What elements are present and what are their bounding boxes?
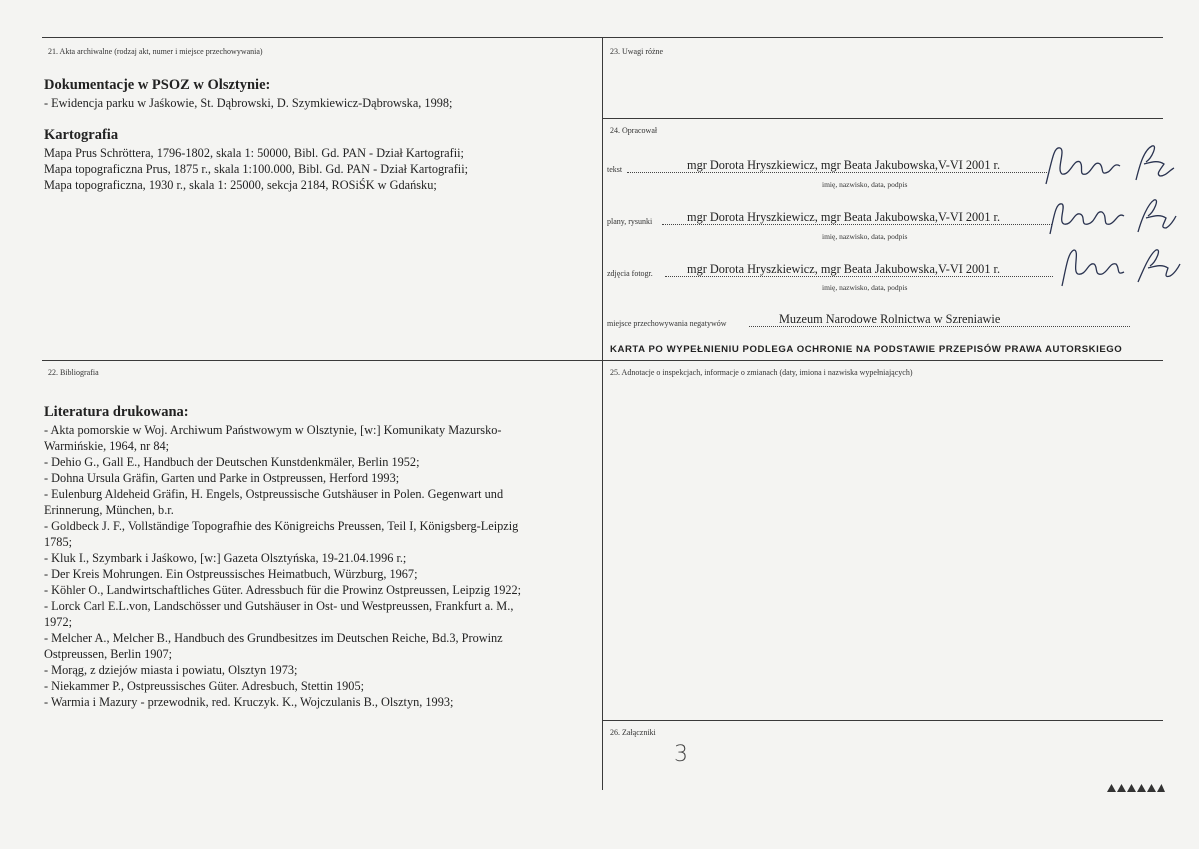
section-22-heading: Literatura drukowana: [44,404,189,420]
author-value: mgr Dorota Hryszkiewicz, mgr Beata Jakubowska,V-VI 2001 r. [687,262,1001,276]
section-21-heading-cartography: Kartografia [44,127,119,143]
signature-image [1040,192,1180,238]
list-item: Mapa topograficzna Prus, 1875 r., skala 1:100.000, Bibl. Gd. PAN - Dział Kartografii; [44,162,469,176]
stamp-marks [1107,782,1165,792]
section-24-label: 24. Opracował [610,126,658,135]
rule-25-26 [602,720,1163,721]
row-prefix: tekst [607,165,623,174]
copyright-notice: KARTA PO WYPEŁNIENIU PODLEGA OCHRONIE NA PODSTAWIE PRZEPISÓW PRAWA AUTORSKIEGO [610,344,1123,355]
row-prefix: plany, rysunki [607,217,653,226]
list-item: Erinnerung, München, b.r. [44,503,174,517]
list-item: - Der Kreis Mohrungen. Ein Ostpreussisches Heimatbuch, Würzburg, 1967; [44,567,418,581]
list-item: - Akta pomorskie w Woj. Archiwum Państwowym w Olsztynie, [w:] Komunikaty Mazursko- [44,423,502,437]
section-22-label: 22. Bibliografia [48,368,99,377]
prepared-photos-row [607,260,1127,280]
section-21-heading-documentation: Dokumentacje w PSOZ w Olsztynie: [44,77,271,93]
author-value: mgr Dorota Hryszkiewicz, mgr Beata Jakubowska,V-VI 2001 r. [687,158,1001,172]
list-item: Mapa Prus Schröttera, 1796-1802, skala 1: 50000, Bibl. Gd. PAN - Dział Kartografii; [44,146,464,160]
list-item: - Goldbeck J. F., Vollständige Topografhie des Königreichs Preussen, Teil I, Königsberg-Leipzig [44,519,519,533]
section-21-cartography-list [44,145,468,193]
list-item: - Morąg, z dziejów miasta i powiatu, Olsztyn 1973; [44,663,298,677]
section-26-label: 26. Załączniki [610,728,656,737]
section-25-label: 25. Adnotacje o inspekcjach, informacje o zmianach (daty, imiona i nazwiska wypełniających) [610,368,913,377]
list-item: 1972; [44,615,73,629]
row-caption: imię, nazwisko, data, podpis [822,180,908,189]
section-21-label: 21. Akta archiwalne (rodzaj akt, numer i miejsce przechowywania) [48,47,263,56]
row-caption: imię, nazwisko, data, podpis [822,232,908,241]
column-divider [602,37,603,790]
negatives-storage-row [607,310,1127,330]
list-item: - Warmia i Mazury - przewodnik, red. Kruczyk. K., Wojczulanis B., Olsztyn, 1993; [44,695,454,709]
list-item: - Dohna Ursula Gräfin, Garten und Parke in Ostpreussen, Herford 1993; [44,471,400,485]
row-prefix: miejsce przechowywania negatywów [607,319,727,328]
section-23-label: 23. Uwagi różne [610,47,664,56]
list-item: - Lorck Carl E.L.von, Landschösser und Gutshäuser in Ost- und Westpreussen, Frankfurt a. M., [44,599,514,613]
list-item: - Kluk I., Szymbark i Jaśkowo, [w:] Gazeta Olsztyńska, 19-21.04.1996 r.; [44,551,407,565]
list-item: - Ewidencja parku w Jaśkowie, St. Dąbrowski, D. Szymkiewicz-Dąbrowska, 1998; [44,96,453,110]
negatives-storage-value: Muzeum Narodowe Rolnictwa w Szreniawie [779,312,1001,326]
bibliography-list [44,422,521,710]
list-item: - Melcher A., Melcher B., Handbuch des Grundbesitzes im Deutschen Reiche, Bd.3, Prowinz [44,631,503,645]
row-prefix: zdjęcia fotogr. [607,269,653,278]
section-21-documentation-list [44,95,452,111]
list-item: - Dehio G., Gall E., Handbuch der Deutschen Kunstdenkmäler, Berlin 1952; [44,455,420,469]
list-item: Mapa topograficzna, 1930 r., skala 1: 25000, sekcja 2184, ROSiŚK w Gdańsku; [44,178,437,192]
triangle-marks-icon [1107,782,1165,792]
signature-image [1040,140,1180,188]
list-item: - Eulenburg Aldeheid Gräfin, H. Engels, Ostpreussische Gutshäuser in Polen. Gegenwart und [44,487,504,501]
list-item: - Niekammer P., Ostpreussisches Güter. Adresbuch, Stettin 1905; [44,679,365,693]
list-item: 1785; [44,535,73,549]
row-caption: imię, nazwisko, data, podpis [822,283,908,292]
list-item: Warmińskie, 1964, nr 84; [44,439,170,453]
author-value: mgr Dorota Hryszkiewicz, mgr Beata Jakubowska,V-VI 2001 r. [687,210,1001,224]
signature-image [1054,240,1184,290]
attachments-count: 3 [674,742,688,767]
rule-23-24 [602,118,1163,119]
list-item: - Köhler O., Landwirtschaftliches Güter. Adressbuch für die Prowinz Ostpreussen, Leipzig 1922; [44,583,522,597]
list-item: Ostpreussen, Berlin 1907; [44,647,173,661]
